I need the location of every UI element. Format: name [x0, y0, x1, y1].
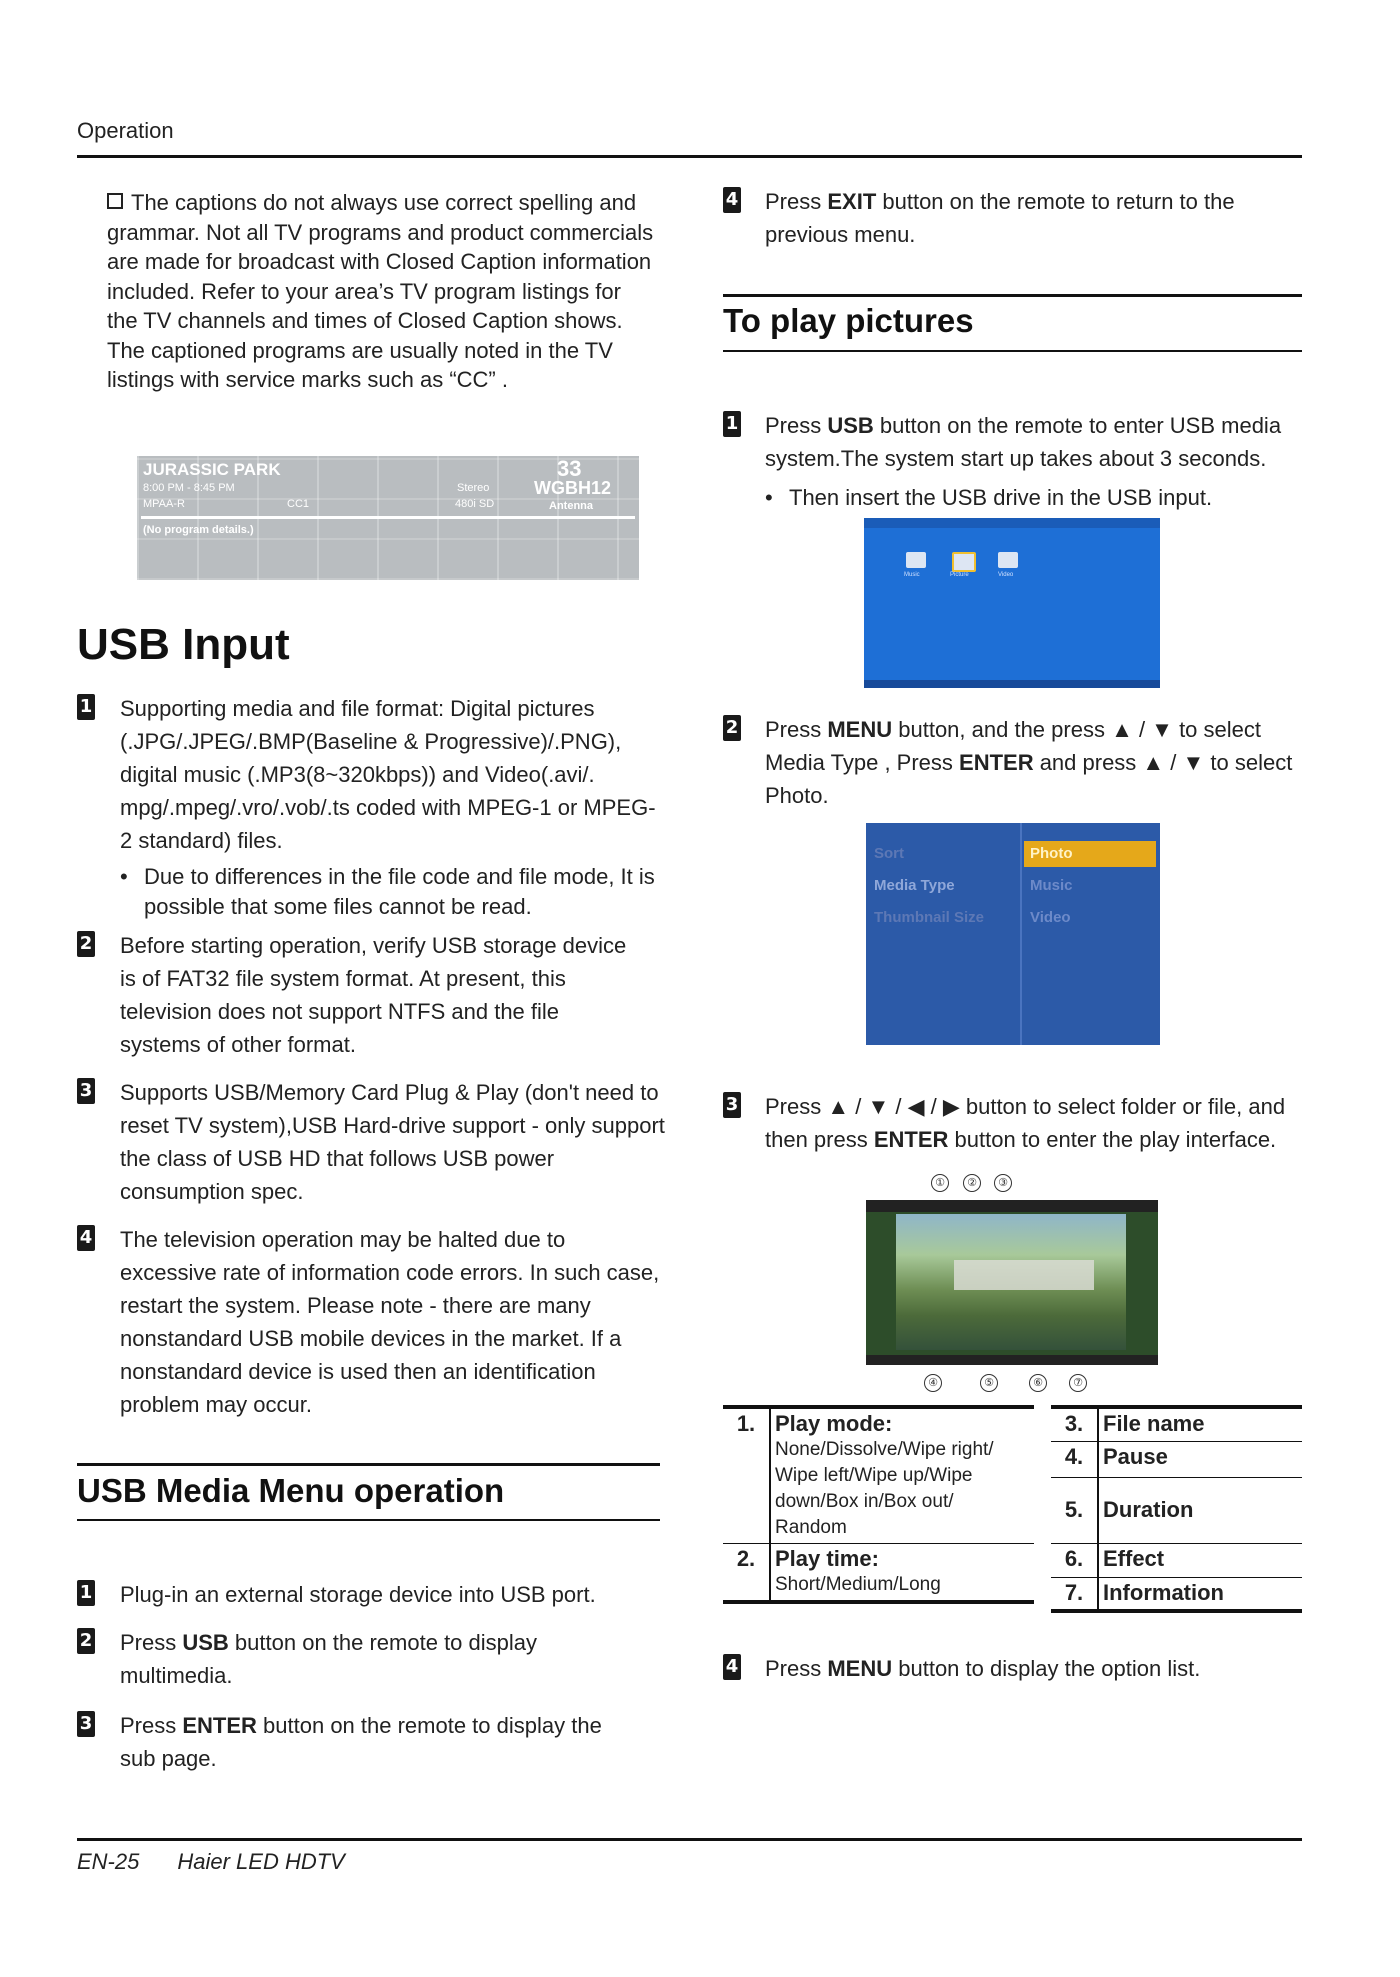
- usb-input-title: USB Input: [77, 620, 290, 669]
- menu-op-rule-top: [77, 1463, 660, 1466]
- usb-step-2: Before starting operation, verify USB storage device is of FAT32 file system format. At present, this television does not support NTFS and the file systems of other format.: [120, 933, 627, 1057]
- menu-photo: Photo: [1030, 845, 1073, 862]
- callout-4: ④: [924, 1374, 942, 1392]
- usb-step-4: The television operation may be halted due to excessive rate of information code errors. In such case, restart the system. Please note - there are many nonstandard USB mobile devices in the market. If a nonstandard device is used then an identification problem may occur.: [120, 1227, 660, 1417]
- play-step-number-4: 4: [723, 1654, 741, 1680]
- usb-step-1-bullet: [120, 862, 665, 922]
- play-heading: [723, 302, 974, 340]
- step-number-2: 2: [77, 931, 95, 957]
- legend-row-2: 2. Play time: Short/Medium/Long: [723, 1544, 1034, 1601]
- menu-step-number-1: 1: [77, 1580, 95, 1606]
- bullet-icon: •: [120, 864, 128, 889]
- page-number: EN-25: [77, 1849, 140, 1874]
- photo-play-screen-image: [866, 1200, 1158, 1365]
- menu-video: Video: [1030, 909, 1071, 926]
- footer-brand: Haier LED HDTV: [177, 1849, 345, 1874]
- legend-row-1: 1. Play mode: None/Dissolve/Wipe right/ Wipe left/Wipe up/Wipe down/Box in/Box out/ Random: [723, 1409, 1034, 1544]
- menu-step-2: Press USB button on the remote to display multimedia.: [120, 1630, 538, 1688]
- checkbox-icon: [107, 193, 123, 209]
- play-step-4: Press MENU button to display the option list.: [765, 1656, 1201, 1681]
- play-step-number-3: 3: [723, 1092, 741, 1118]
- play-step-2: Press MENU button, and the press ▲ / ▼ to select Media Type , Press ENTER and press ▲ / ▼ to select Photo.: [765, 717, 1293, 808]
- captions-note: [107, 188, 657, 395]
- legend-left: [723, 1405, 1034, 1604]
- legend-row-7: 7. Information: [1051, 1577, 1302, 1609]
- usb-media-screen-image: Music Picture Video: [864, 518, 1160, 688]
- usb-step-3: Supports USB/Memory Card Plug & Play (don't need to reset TV system),USB Hard-drive support - only support the class of USB HD that follows USB power consumption spec.: [120, 1080, 665, 1204]
- play-step-1-bullet: [765, 483, 1305, 513]
- legend-row-4: 4. Pause: [1051, 1441, 1302, 1477]
- callout-3: ③: [994, 1174, 1012, 1192]
- menu-op-title: USB Media Menu operation: [77, 1472, 505, 1509]
- menu-thumbnail-size: Thumbnail Size: [874, 909, 985, 926]
- play-step-number-1: 1: [723, 411, 741, 437]
- play-step-1: Press USB button on the remote to enter USB media system.The system start up takes about 3 seconds.: [765, 413, 1282, 471]
- play-step-1-bullet-text: Then insert the USB drive in the USB input.: [789, 485, 1213, 510]
- cc-station: WGBH12: [534, 478, 612, 498]
- step-number-3: 3: [77, 1078, 95, 1104]
- menu-op-heading: [77, 1472, 504, 1510]
- picture-folder-icon: [952, 552, 976, 572]
- menu-sort: Sort: [874, 845, 904, 862]
- music-folder-icon: [906, 552, 926, 568]
- cc-program-title: JURASSIC PARK: [143, 460, 281, 479]
- menu-step-number-2: 2: [77, 1628, 95, 1654]
- legend-right: [1051, 1405, 1302, 1613]
- menu-music: Music: [1030, 877, 1073, 894]
- legend-row-3: 3. File name: [1051, 1409, 1302, 1441]
- legend-row-6: 6. Effect: [1051, 1543, 1302, 1577]
- play-step-number-2: 2: [723, 715, 741, 741]
- cc-channel-number: 33: [557, 456, 582, 481]
- legend-row-5: 5. Duration: [1051, 1477, 1302, 1543]
- play-rule-bottom: [723, 350, 1302, 352]
- cc-resolution: 480i SD: [455, 498, 495, 510]
- menu-step-3: Press ENTER button on the remote to display the sub page.: [120, 1713, 602, 1771]
- callout-2: ②: [963, 1174, 981, 1192]
- right-step-number-4: 4: [723, 187, 741, 213]
- video-folder-icon: [998, 552, 1018, 568]
- media-type-menu-image: [866, 823, 1160, 1045]
- cc-progress-line: [141, 516, 635, 519]
- menu-media-type: Media Type: [874, 877, 955, 894]
- play-step-3: Press ▲ / ▼ / ◀ / ▶ button to select folder or file, and then press ENTER button to enter the play interface.: [765, 1094, 1286, 1152]
- top-divider: [77, 155, 1302, 158]
- captions-note-text: The captions do not always use correct spelling and grammar. Not all TV programs and product commercials are made for broadcast with Closed Caption information included. Refer to your area’s TV program listings for the TV channels and times of Closed Caption shows. The captioned programs are usually noted in the TV listings with service marks such as “CC” .: [107, 190, 654, 392]
- callout-6: ⑥: [1029, 1374, 1047, 1392]
- cc-label: CC1: [287, 498, 310, 510]
- exit-step: Press EXIT button on the remote to return to the previous menu.: [765, 189, 1235, 247]
- usb-input-heading: [77, 620, 290, 670]
- cc-details: (No program details.): [143, 524, 254, 536]
- cc-screen-image: [137, 456, 639, 580]
- step-number-4: 4: [77, 1225, 95, 1251]
- callout-5: ⑤: [980, 1374, 998, 1392]
- bullet-icon: •: [765, 485, 773, 510]
- usb-step-1: Supporting media and file format: Digital pictures (.JPG/.JPEG/.BMP(Baseline & Progressive)/.PNG), digital music (.MP3(8~320kbps)) and Video(.avi/. mpg/.mpeg/.vro/.vob/.ts coded with MPEG-1 or MPEG-2 standard) files.: [120, 696, 656, 853]
- menu-op-rule-bottom: [77, 1519, 660, 1521]
- step-number-1: 1: [77, 694, 95, 720]
- bottom-divider: [77, 1838, 1302, 1841]
- callout-1: ①: [931, 1174, 949, 1192]
- section-label: Operation: [77, 118, 174, 143]
- callout-7: ⑦: [1069, 1374, 1087, 1392]
- footer: [77, 1849, 345, 1875]
- cc-antenna: Antenna: [549, 500, 593, 512]
- cc-stereo: Stereo: [457, 482, 490, 494]
- play-rule-top: [723, 294, 1302, 297]
- cc-time: 8:00 PM - 8:45 PM: [143, 482, 235, 494]
- cc-rating: MPAA-R: [143, 498, 185, 510]
- menu-step-1: Plug-in an external storage device into USB port.: [120, 1582, 596, 1607]
- play-title: To play pictures: [723, 302, 974, 339]
- usb-step-1-bullet-text: Due to differences in the file code and file mode, It is possible that some files cannot be read.: [144, 864, 655, 919]
- menu-step-number-3: 3: [77, 1711, 95, 1737]
